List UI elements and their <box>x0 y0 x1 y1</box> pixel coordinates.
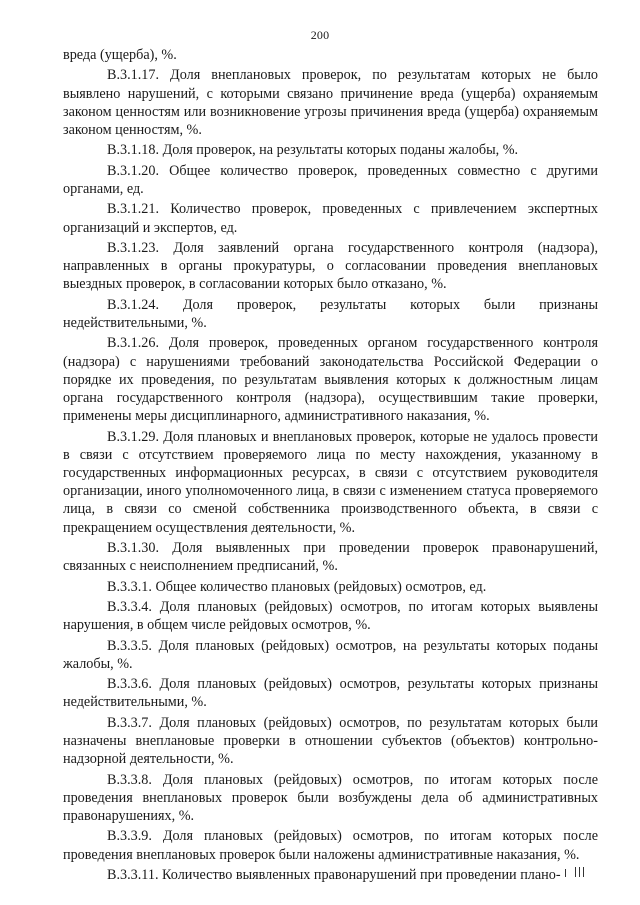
paragraph: В.3.3.8. Доля плановых (рейдовых) осмотров, по итогам которых после проведения внеплановых проверок были возбуждены дела об административных правонарушениях, %. <box>63 771 598 824</box>
barcode-bar <box>565 869 566 877</box>
paragraph: В.3.3.6. Доля плановых (рейдовых) осмотров, результаты которых признаны недействительными, %. <box>63 676 598 711</box>
barcode-bar <box>583 867 584 877</box>
paragraph: В.3.1.17. Доля внеплановых проверок, по результатам которых не было выявлено нарушений, с которыми связано причинение вреда (ущерба) охраняемым законом ценностям или возникновение угрозы причинения вреда (ущерба) охраняемым законом ценностям, %. <box>63 67 598 138</box>
paragraph: В.3.1.29. Доля плановых и внеплановых проверок, которые не удалось провести в связи с отсутствием проверяемого лица по месту нахождения, указанному в государственных информационных ресурсах, в связи с отсутствием руководителя организации, иного уполномоченного лица, в связи с изменением статуса проверяемого лица, в связи со сменой собственника производственного объекта, в связи с прекращением осуществления деятельности, %. <box>63 428 598 536</box>
paragraph: В.3.1.18. Доля проверок, на результаты которых поданы жалобы, %. <box>107 142 519 159</box>
paragraph: В.3.3.5. Доля плановых (рейдовых) осмотров, на результаты которых поданы жалобы, %. <box>63 637 598 672</box>
document-body <box>63 46 598 884</box>
barcode-bar <box>579 867 580 877</box>
paragraph: В.3.1.30. Доля выявленных при проведении проверок правонарушений, связанных с неисполнением предписаний, %. <box>63 539 598 575</box>
barcode-mark-icon <box>565 867 584 877</box>
page-number: 200 <box>310 28 330 42</box>
barcode-bar <box>575 867 576 877</box>
paragraph: вреда (ущерба), %. <box>63 47 177 63</box>
paragraph: В.3.3.1. Общее количество плановых (рейдовых) осмотров, ед. <box>107 578 487 595</box>
paragraph: В.3.1.24. Доля проверок, результаты которых были признаны недействительными, %. <box>63 296 598 331</box>
paragraph: В.3.3.11. Количество выявленных правонарушений при проведении плано- <box>107 866 561 883</box>
paragraph: В.3.1.20. Общее количество проверок, проведенных совместно с другими органами, ед. <box>63 162 598 197</box>
paragraph: В.3.1.23. Доля заявлений органа государственного контроля (надзора), направленных в органы прокуратуры, о согласовании проведения внеплановых выездных проверок, в согласовании которых было отказано, %. <box>63 239 598 293</box>
paragraph: В.3.3.4. Доля плановых (рейдовых) осмотров, по итогам которых выявлены нарушения, в общем числе рейдовых осмотров, %. <box>63 598 598 634</box>
paragraph: В.3.3.9. Доля плановых (рейдовых) осмотров, по итогам которых после проведения внеплановых проверок были наложены административные наказания, %. <box>63 828 598 863</box>
paragraph: В.3.3.7. Доля плановых (рейдовых) осмотров, по результатам которых были назначены внеплановые проверки в отношении субъектов (объектов) контрольно-надзорной деятельности, %. <box>63 714 598 768</box>
paragraph: В.3.1.21. Количество проверок, проведенных с привлечением экспертных организаций и экспертов, ед. <box>63 201 598 236</box>
paragraph: В.3.1.26. Доля проверок, проведенных органом государственного контроля (надзора) с нарушениями требований законодательства Российской Федерации о порядке их проведения, по результатам выявления которых к должностным лицам органа государственного контроля (надзора), осуществившим такие проверки, применены меры дисциплинарного, административного наказания, %. <box>63 335 598 425</box>
